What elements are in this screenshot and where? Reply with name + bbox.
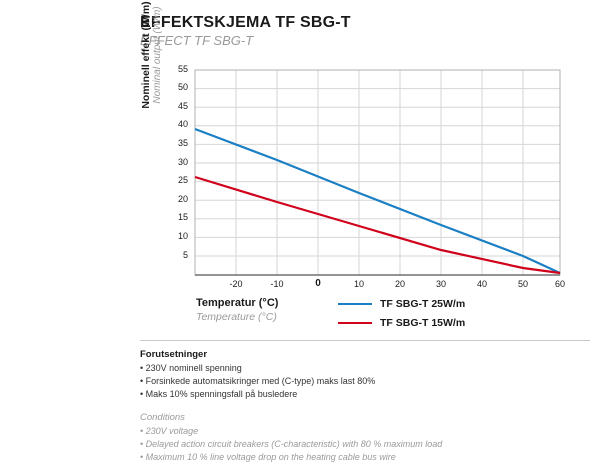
legend-swatch-25w [338,303,372,306]
y-tick-5: 5 [182,250,188,260]
x-tick-20: 20 [394,279,405,289]
notes-item-no-3: • Maks 10% spenningsfall på busledere [140,389,298,399]
x-tick-10: 10 [353,279,364,289]
plot-svg [140,60,590,300]
notes-item-no-1: • 230V nominell spenning [140,363,242,373]
notes-block [140,348,590,464]
notes-item-no-2: • Forsinkede automatsikringer med (C-type) maks last 80% [140,376,376,386]
x-tick-minus20: -20 [229,279,243,289]
x-axis-title-en: Temperature (°C) [196,311,277,323]
x-tick-60: 60 [554,279,565,289]
chart-legend [338,296,538,334]
section-divider [140,340,590,341]
y-tick-45: 45 [177,101,188,111]
y-tick-30: 30 [177,157,188,167]
notes-heading-no: Forutsetninger [140,349,208,360]
x-axis-title [196,296,356,324]
y-tick-25: 25 [177,175,188,185]
legend-swatch-15w [338,322,372,325]
page-subtitle: EFFECT TF SBG-T [140,33,254,48]
x-axis-title-no: Temperatur (°C) [196,297,279,309]
title-block [140,14,560,49]
y-axis-title-en: Nominal output (W/m) [152,6,163,104]
page-title: EFFEKTSKJEMA TF SBG-T [140,14,351,31]
y-tick-50: 50 [177,82,188,92]
x-tick-40: 40 [476,279,487,289]
y-tick-35: 35 [177,138,188,148]
series-line-25w [195,129,560,273]
legend-item-15w [338,315,538,331]
x-tick-30: 30 [435,279,446,289]
notes-item-en-1: • 230V voltage [140,426,199,436]
legend-label-25w: TF SBG-T 25W/m [380,298,466,310]
y-axis-title [140,0,164,120]
x-tick-50: 50 [517,279,528,289]
y-tick-10: 10 [177,231,188,241]
x-tick-minus10: -10 [270,279,284,289]
notes-item-en-3: • Maximum 10 % line voltage drop on the heating cable bus wire [140,452,396,462]
legend-item-25w [338,296,538,312]
x-tick-0: 0 [315,278,321,289]
y-tick-20: 20 [177,194,188,204]
legend-label-15w: TF SBG-T 15W/m [380,317,466,329]
series-line-15w [195,177,560,273]
y-tick-40: 40 [177,119,188,129]
y-tick-15: 15 [177,212,188,222]
notes-item-en-2: • Delayed action circuit breakers (C-characteristic) with 80 % maximum load [140,439,443,449]
y-tick-55: 55 [177,64,188,74]
notes-heading-en: Conditions [140,412,185,423]
y-axis-title-no: Nominell effekt (W/m) [140,1,152,109]
